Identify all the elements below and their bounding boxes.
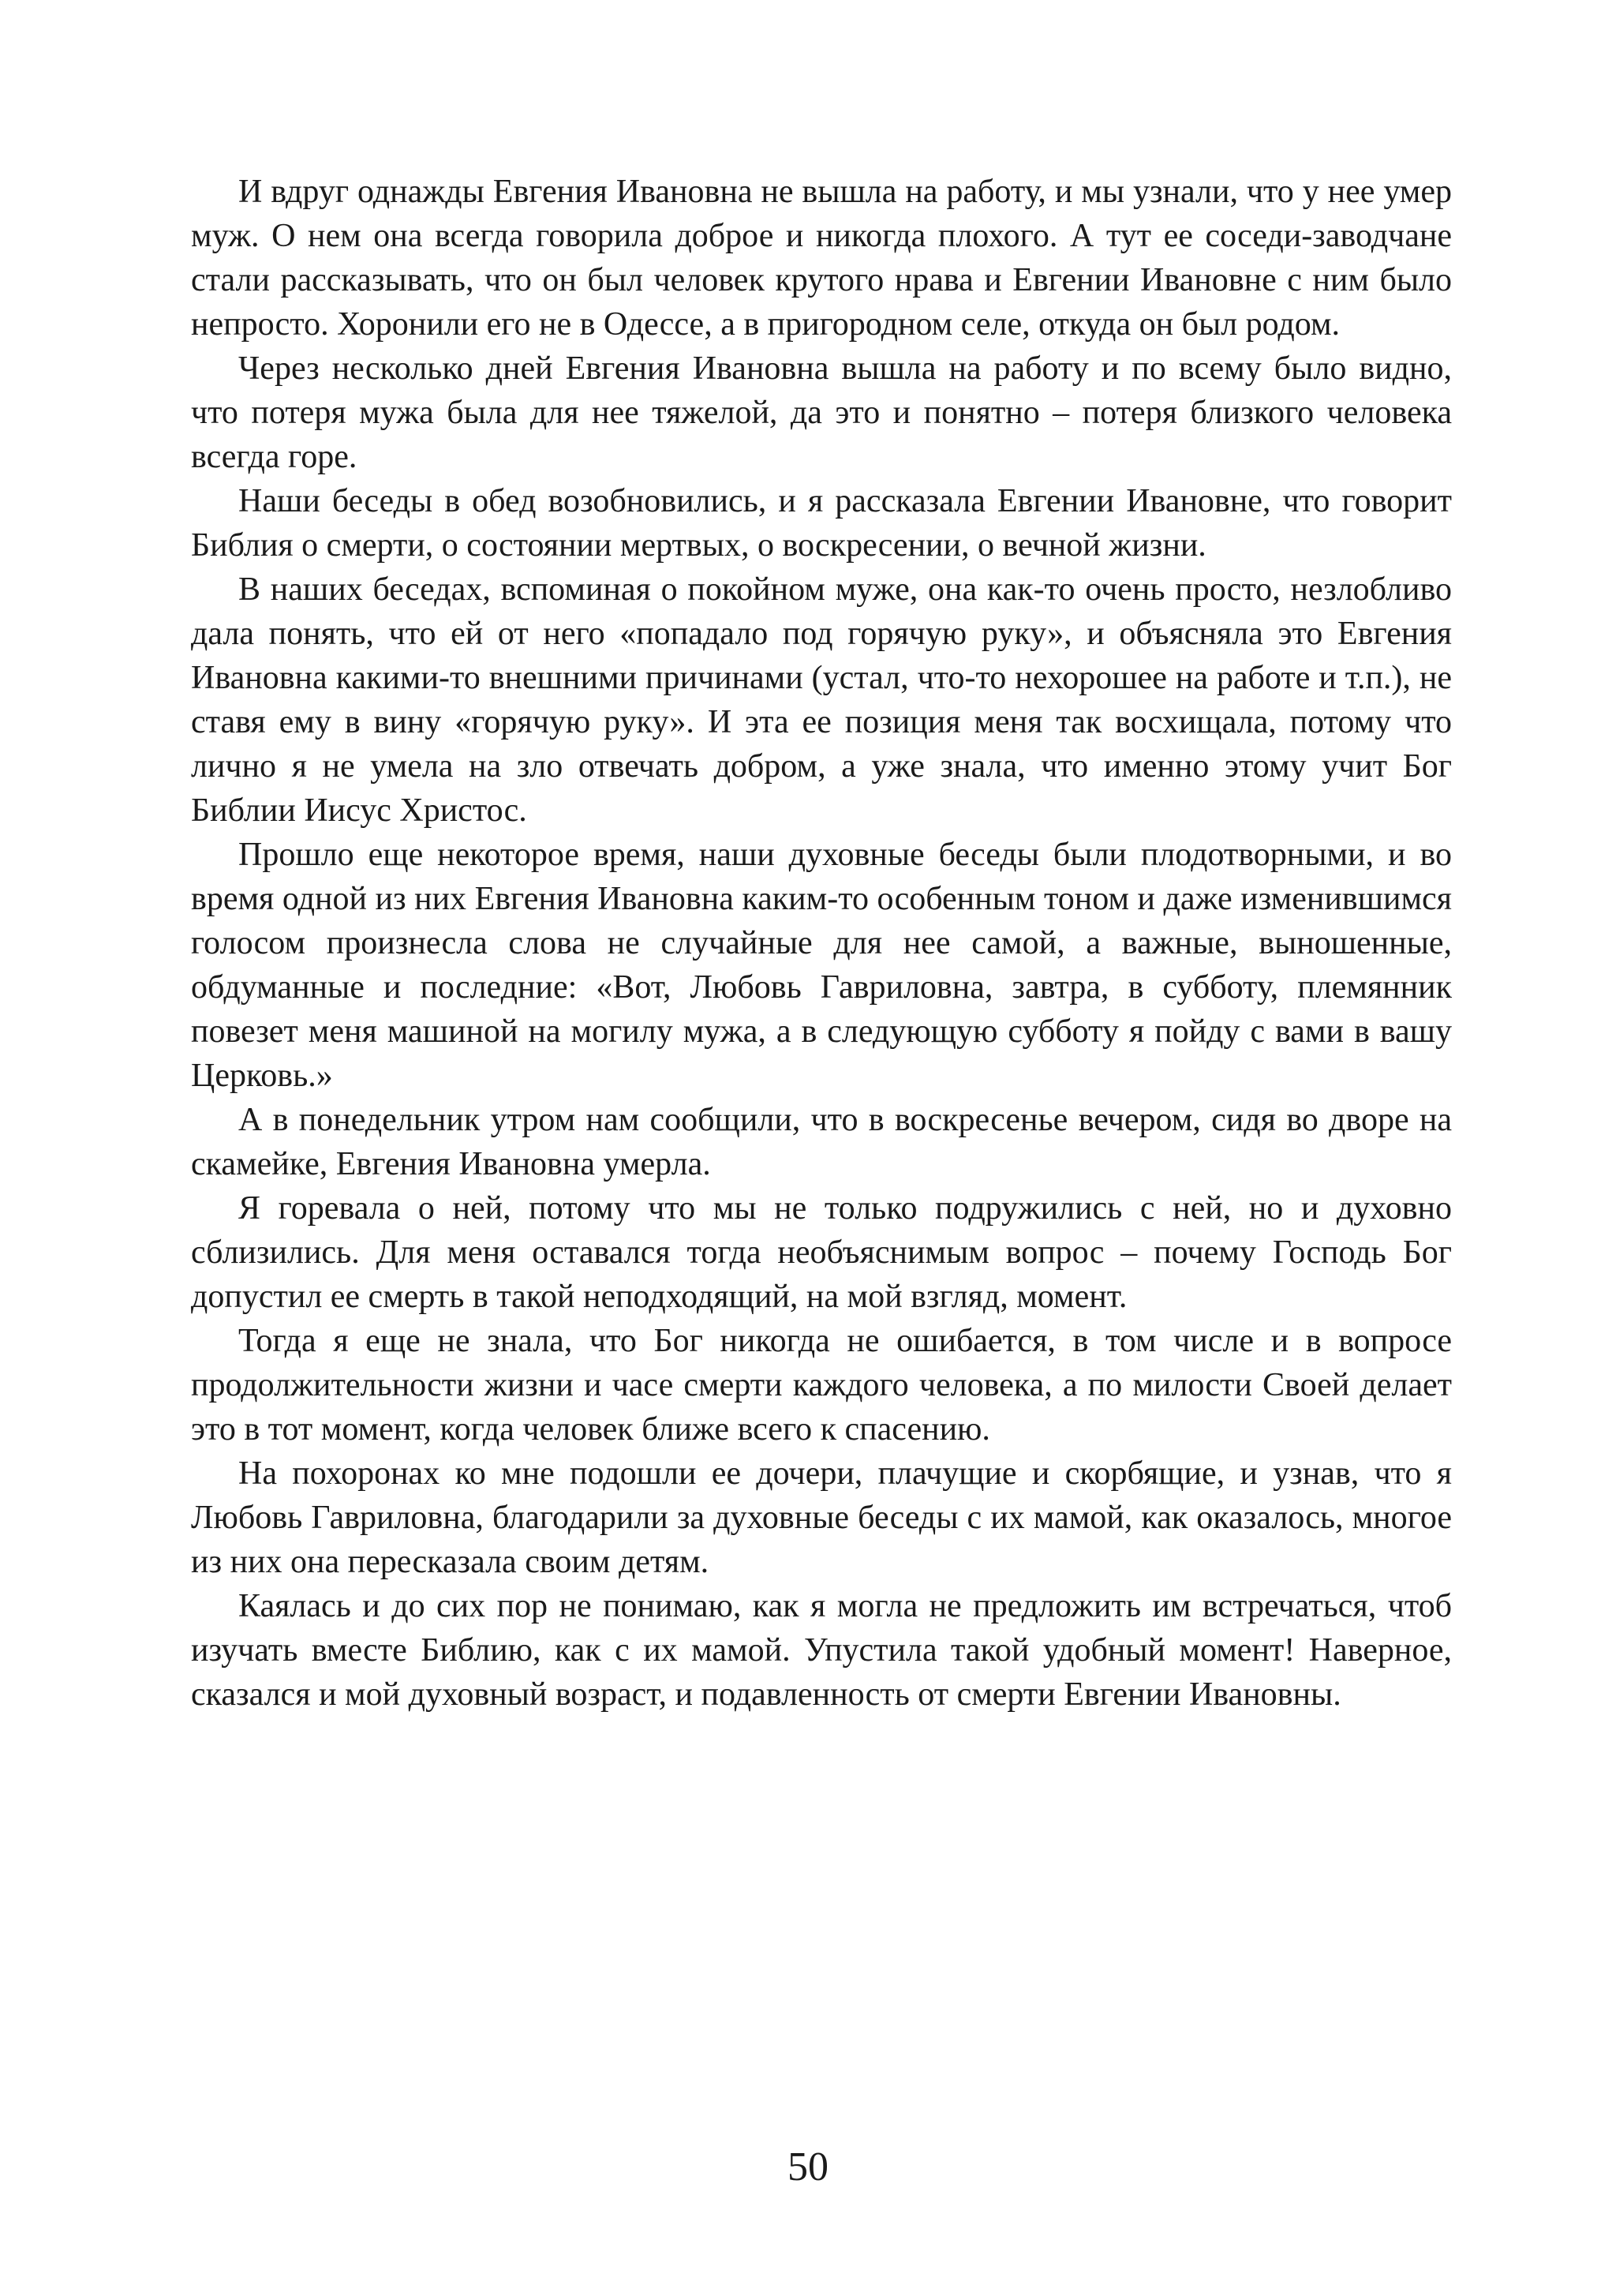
page-number: 50	[787, 2144, 829, 2189]
paragraph: На похоронах ко мне подошли ее дочери, плачущие и скорбящие, и узнав, что я Любовь Гавриловна, благодарили за духовные беседы с их мамой, как оказалось, многое из них она пересказала своим детям.	[191, 1455, 1452, 1580]
paragraph: И вдруг однажды Евгения Ивановна не вышла на работу, и мы узнали, что у нее умер муж. О нем она всегда говорила доброе и никогда плохого. А тут ее соседи-заводчане стали рассказывать, что он был человек крутого нрава и Евгении Ивановне с ним было непросто. Хоронили его не в Одессе, а в пригородном селе, откуда он был родом.	[191, 174, 1452, 343]
paragraph: Каялась и до сих пор не понимаю, как я могла не предложить им встречаться, чтоб изучать вместе Библию, как с их мамой. Упустила такой удобный момент! Наверное, сказался и мой духовный возраст, и подавленность от смерти Евгении Ивановны.	[191, 1588, 1452, 1713]
paragraph: Через несколько дней Евгения Ивановна вышла на работу и по всему было видно, что потеря мужа была для нее тяжелой, да это и понятно – потеря близкого человека всегда горе.	[191, 350, 1452, 475]
paragraph: Тогда я еще не знала, что Бог никогда не ошибается, в том числе и в вопросе продолжительности жизни и часе смерти каждого человека, а по милости Своей делает это в тот момент, когда человек ближе всего к спасению.	[191, 1323, 1452, 1448]
paragraph: В наших беседах, вспоминая о покойном муже, она как-то очень просто, незлобливо дала понять, что ей от него «попадало под горячую руку», и объясняла это Евгения Ивановна какими-то внешними причинами (устал, что-то нехорошее на работе и т.п.), не ставя ему в вину «горячую руку». И эта ее позиция меня так восхищала, потому что лично я не умела на зло отвечать добром, а уже знала, что именно этому учит Бог Библии Иисус Христос.	[191, 571, 1452, 829]
paragraph: А в понедельник утром нам сообщили, что в воскресенье вечером, сидя во дворе на скамейке, Евгения Ивановна умерла.	[191, 1102, 1452, 1182]
paragraph: Прошло еще некоторое время, наши духовные беседы были плодотворными, и во время одной из них Евгения Ивановна каким-то особенным тоном и даже изменившимся голосом произнесла слова не случайные для нее самой, а важные, выношенные, обдуманные и последние: «Вот, Любовь Гавриловна, завтра, в субботу, племянник повезет меня машиной на могилу мужа, а в следующую субботу я пойду с вами в вашу Церковь.»	[191, 837, 1452, 1094]
body-text	[191, 170, 1452, 1717]
paragraph: Наши беседы в обед возобновились, и я рассказала Евгении Ивановне, что говорит Библия о смерти, о состоянии мертвых, о воскресении, о вечной жизни.	[191, 483, 1452, 564]
paragraph: Я горевала о ней, потому что мы не только подружились с ней, но и духовно сблизились. Для меня оставался тогда необъяснимым вопрос – почему Господь Бог допустил ее смерть в такой неподходящий, на мой взгляд, момент.	[191, 1190, 1452, 1315]
